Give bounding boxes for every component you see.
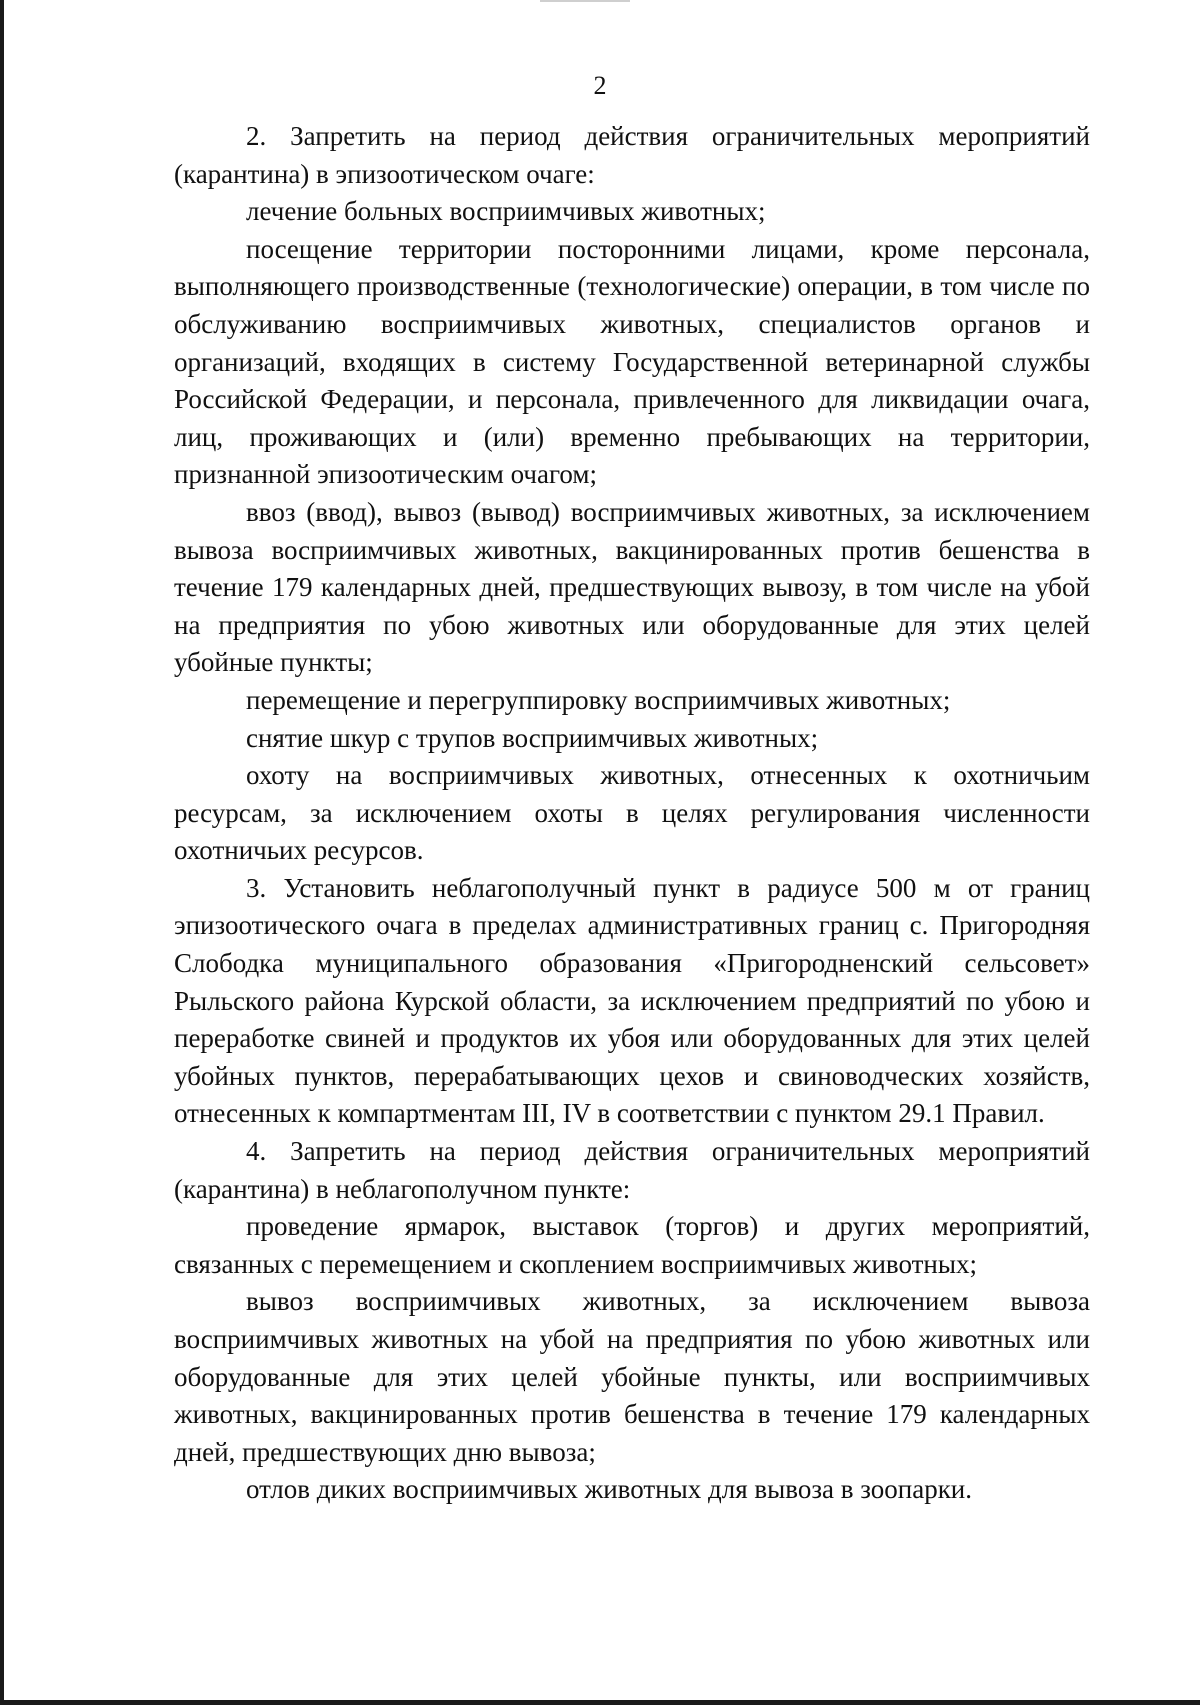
paragraph-visit-ban: посещение территории посторонними лицами, кроме персонала, выполняющего производственные (технологические) операции, в том числе по обслуживанию восприимчивых животных, специалистов органов и организаций, входящих в систему Государственной ветеринарной службы Российской Федерации, и персонала, привлеченного для ликвидации очага, лиц, проживающих и (или) временно пребывающих на территории, признанной эпизоотическим очагом;	[174, 233, 1090, 490]
paragraph-skinning-ban: снятие шкур с трупов восприимчивых животных;	[246, 722, 819, 753]
paragraph-import-export-ban: ввоз (ввод), вывоз (вывод) восприимчивых животных, за исключением вывоза восприимчивых животных, вакцинированных против бешенства в течение 179 календарных дней, предшествующих вывозу, в том числе на убой на предприятия по убою животных или оборудованные для этих целей убойные пункты;	[174, 496, 1090, 678]
scan-edge-top	[540, 0, 630, 2]
paragraph-treatment-ban: лечение больных восприимчивых животных;	[246, 196, 766, 227]
page-number: 2	[593, 71, 607, 100]
paragraph-item-4-heading: 4. Запретить на период действия ограничительных мероприятий (карантина) в неблагополучном пункте:	[174, 1136, 1090, 1204]
paragraph-relocation-ban: перемещение и перегруппировку восприимчивых животных;	[246, 684, 951, 715]
scan-edge-bottom	[0, 1700, 1200, 1705]
scan-edge-left	[0, 0, 4, 1705]
document-body	[174, 118, 1090, 1509]
paragraph-item-2-heading: 2. Запретить на период действия ограничительных мероприятий (карантина) в эпизоотическом очаге:	[174, 121, 1090, 189]
paragraph-hunting-ban: охоту на восприимчивых животных, отнесенных к охотничьим ресурсам, за исключением охоты в целях регулирования численности охотничьих ресурсов.	[174, 760, 1090, 866]
paragraph-capture-ban: отлов диких восприимчивых животных для вывоза в зоопарки.	[246, 1474, 973, 1505]
paragraph-export-ban: вывоз восприимчивых животных, за исключением вывоза восприимчивых животных на убой на предприятия по убою животных или оборудованные для этих целей убойные пункты, или восприимчивых животных, вакцинированных против бешенства в течение 179 календарных дней, предшествующих дню вывоза;	[174, 1286, 1090, 1467]
paragraph-item-3-unfavorable-point: 3. Установить неблагополучный пункт в радиусе 500 м от границ эпизоотического очага в пределах административных границ с. Пригородняя Слободка муниципального образования «Пригородненский сельсовет» Рыльского района Курской области, за исключением предприятий по убою и переработке свиней и продуктов их убоя или оборудованных для этих целей убойных пунктов, перерабатывающих цехов и свиноводческих хозяйств, отнесенных к компартментам III, IV в соответствии с пунктом 29.1 Правил.	[174, 872, 1090, 1129]
paragraph-fairs-ban: проведение ярмарок, выставок (торгов) и других мероприятий, связанных с перемещением и скоплением восприимчивых животных;	[174, 1211, 1090, 1279]
